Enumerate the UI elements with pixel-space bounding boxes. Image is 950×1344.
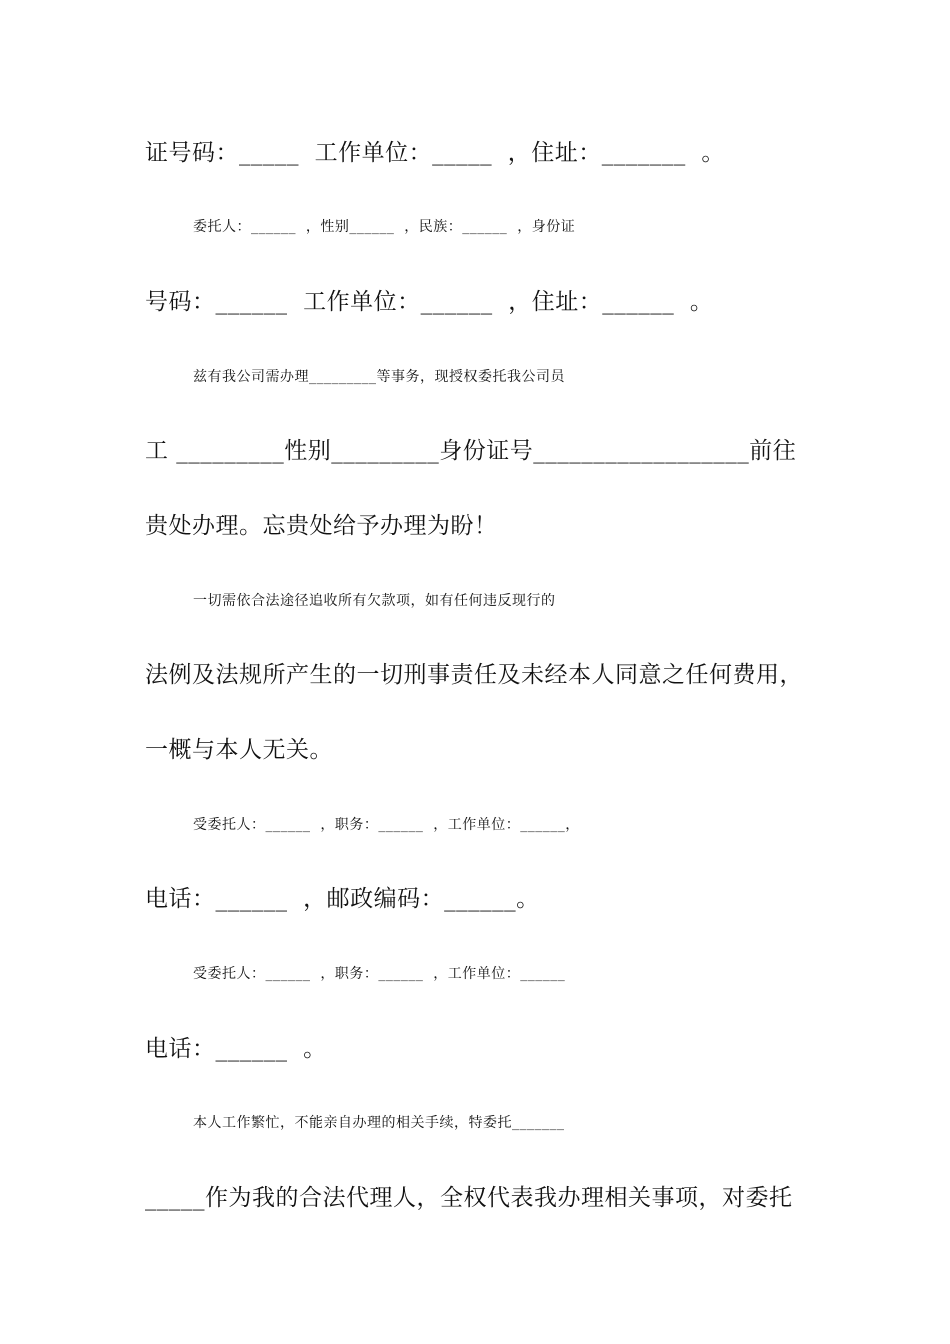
text-line-10: 受委托人：______ ，职务：______ ，工作单位：______， bbox=[193, 817, 580, 833]
text-line-14: 本人工作繁忙，不能亲自办理的相关手续，特委托_______ bbox=[193, 1115, 565, 1131]
text-line-8: 法例及法规所产生的一切刑事责任及未经本人同意之任何费用， bbox=[145, 662, 803, 688]
text-line-1: 证号码：_____ 工作单位：_____ ，住址：_______ 。 bbox=[145, 140, 725, 166]
text-line-11: 电话：______ ，邮政编码：______。 bbox=[145, 886, 540, 912]
text-line-12: 受委托人：______ ，职务：______ ，工作单位：______ bbox=[193, 966, 566, 982]
text-line-4: 兹有我公司需办理_________等事务，现授权委托我公司员 bbox=[193, 369, 565, 385]
text-line-7: 一切需依合法途径追收所有欠款项，如有任何违反现行的 bbox=[193, 593, 556, 609]
text-line-15: _____作为我的合法代理人，全权代表我办理相关事项，对委托 bbox=[145, 1185, 793, 1211]
text-line-5: 工 _________性别_________身份证号__________________前往 bbox=[145, 438, 797, 464]
text-line-6: 贵处办理。忘贵处给予办理为盼！ bbox=[145, 513, 498, 539]
text-line-13: 电话：______ 。 bbox=[145, 1036, 327, 1062]
text-line-2: 委托人：______ ，性别______ ，民族：______ ，身份证 bbox=[193, 219, 576, 235]
text-line-3: 号码：______ 工作单位：______ ，住址：______ 。 bbox=[145, 289, 714, 315]
text-line-9: 一概与本人无关。 bbox=[145, 737, 333, 763]
